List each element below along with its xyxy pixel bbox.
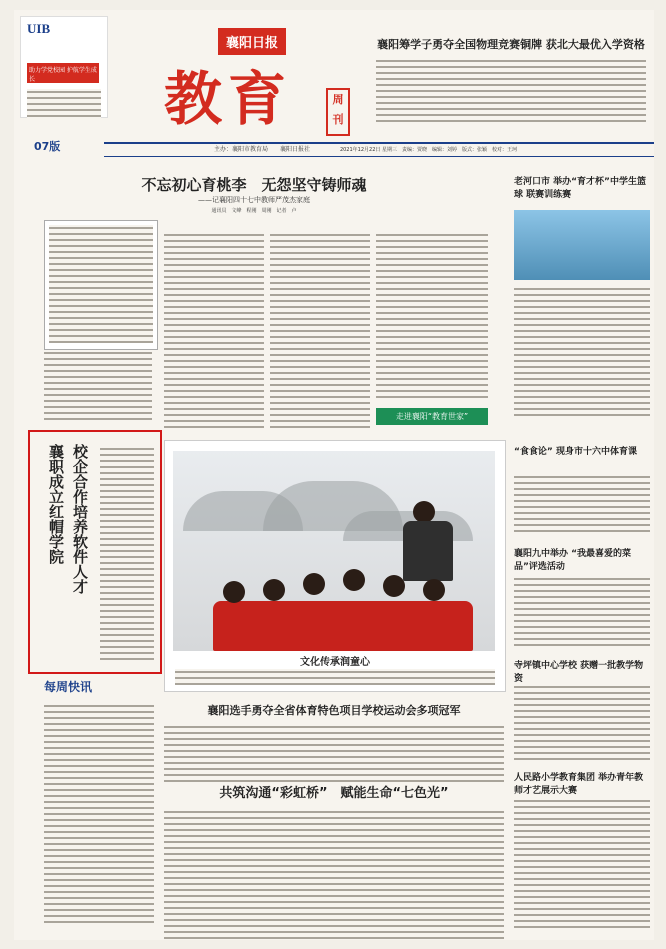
right-item1-title: 老河口市 举办“育才杯”中学生篮球 联赛训练赛 [514,177,646,200]
main-col-3 [270,232,370,428]
top-news [376,38,646,138]
main-headline: 不忘初心育桃李 无怨坚守铸师魂 [141,176,367,194]
sports-story [164,702,504,786]
right-item5-title: 人民路小学教育集团 举办青年教师才艺展示大赛 [514,773,644,796]
main-subheadline: ——记襄阳四十七中教师严茂杰家庭 [198,196,310,204]
uib-logo: UIB [27,21,51,36]
edition-info: 2021年12月22日 星期三 责编：贾晓 编辑：刘婷 版式：张颖 校对：王珂 [339,147,517,153]
uib-banner: 助力学党校园 护航学生成长 [27,63,99,83]
weekly-brief-title: 每周快讯 [44,680,93,694]
rainbow-text [164,809,504,939]
weekly-brief-text [44,703,154,927]
right-item5-text [514,798,650,928]
right-item4-title: 寺坪镇中心学校 获赠一批教学物资 [514,661,644,684]
story-text [100,446,154,662]
editor-note [44,220,158,350]
feature-photo [164,440,506,692]
rainbow-headline: 共筑沟通“彩虹桥” 赋能生命“七色光” [219,786,449,801]
rainbow-story [164,782,504,939]
uib-contact-lines [27,89,101,119]
header-bar [34,140,654,157]
top-news-text [376,58,646,124]
right-column [514,174,650,796]
right-item2-title: “食食论” 现身市十六中体育课 [514,447,637,457]
photo-caption: 文化传承润童心 [300,657,370,668]
sports-headline: 襄阳选手勇夺全省体育特色项目学校运动会多项冠军 [207,704,461,717]
main-byline: 通讯员 文峰 程刚 周刚 记者 卢 [211,208,302,214]
main-story-head [104,174,404,214]
series-banner: 走进襄阳“教育世家” [376,408,488,425]
highlighted-story [28,430,162,674]
brand-logo: 襄阳日报 [218,28,286,55]
weekly-label: 周刊 [326,88,350,136]
photo-caption-text [175,669,495,685]
main-col-4 [376,232,488,400]
page-number: 07版 [34,140,61,153]
top-news-headline: 襄阳筹学子勇夺全国物理竞赛铜牌 获北大最优入学资格 [377,38,645,51]
right-item3-title: 襄阳九中举办 “我最喜爱的菜品”评选活动 [514,549,632,572]
right-item2-text [514,474,650,534]
organizers: 主办：襄阳市教育局 襄阳日报社 [214,146,311,153]
photo-image [173,451,495,651]
newspaper-page [14,10,654,940]
weekly-brief [44,678,154,927]
right-item1-text [514,286,650,416]
story-title-2: 襄职成立红帽学院 [47,444,65,564]
page-title: 教育 [164,65,293,133]
right-item4-text [514,684,650,760]
story-title: 校企合作培养软件人才 [71,444,89,594]
main-col-2 [164,232,264,428]
uib-ad [20,16,108,118]
editor-note-text [49,225,153,343]
right-item3-text [514,576,650,646]
basketball-photo [514,210,650,280]
masthead [14,10,654,153]
main-col-1 [44,350,152,422]
sports-text [164,724,504,786]
